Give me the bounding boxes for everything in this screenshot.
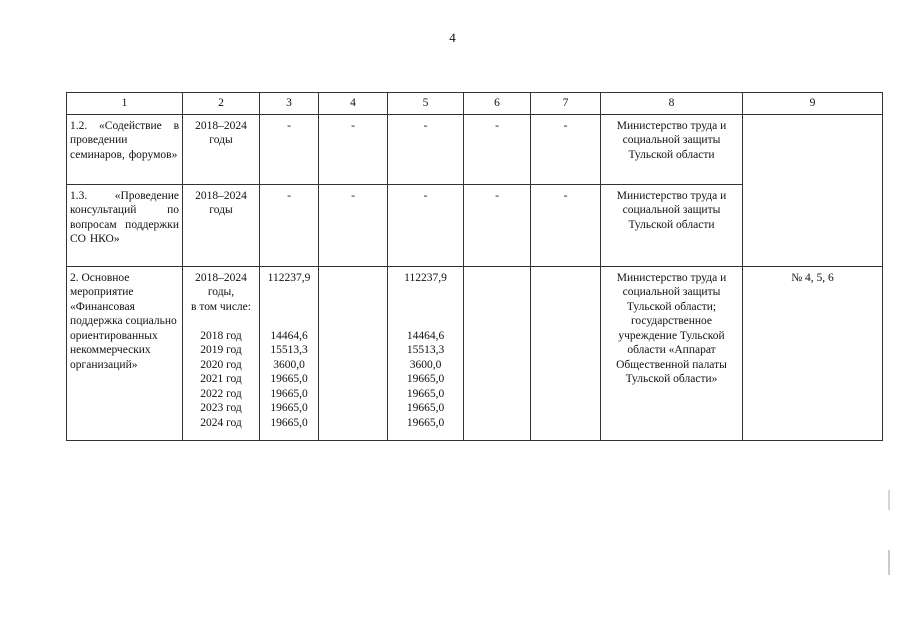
year-value: 14464,6 xyxy=(270,329,308,342)
value-cell: - xyxy=(319,114,388,184)
header-cell: 6 xyxy=(464,93,531,115)
value-cell: - xyxy=(388,114,464,184)
year-value: 19665,0 xyxy=(406,387,445,400)
year-value: 15513,3 xyxy=(406,344,445,356)
year-label: 2020 год xyxy=(200,358,242,371)
period-line: в том числе: xyxy=(191,300,251,313)
period-cell: 2018–2024 годы xyxy=(183,114,260,184)
header-cell: 8 xyxy=(601,93,743,115)
value-cell: - xyxy=(260,114,319,184)
executor-cell: Министерство труда и социальной защиты Тульской области xyxy=(601,114,743,184)
value-cell xyxy=(319,266,388,440)
year-label: 2018 год xyxy=(200,329,242,342)
value-cell: - xyxy=(388,184,464,266)
value-cell: - xyxy=(464,184,531,266)
year-value: 19665,0 xyxy=(406,373,445,385)
table-row xyxy=(67,266,883,440)
activity-name-cell: 1.3. «Проведение консультаций по вопросам поддержки СО НКО» xyxy=(67,184,183,266)
year-value: 3600,0 xyxy=(409,358,442,371)
year-label: 2024 год xyxy=(200,416,242,429)
header-cell: 2 xyxy=(183,93,260,115)
header-cell: 5 xyxy=(388,93,464,115)
total-value: 112237,9 xyxy=(404,271,447,284)
activity-name-cell: 2. Основное мероприятие «Финансовая поддержка социально ориентированных некоммерческих организаций» xyxy=(67,266,183,440)
header-cell: 1 xyxy=(67,93,183,115)
period-line: 2018–2024 xyxy=(195,271,247,284)
value-cell: - xyxy=(319,184,388,266)
year-value: 19665,0 xyxy=(270,402,308,414)
year-value: 19665,0 xyxy=(270,416,308,429)
scan-margin-mark xyxy=(888,550,890,575)
value-cell xyxy=(464,266,531,440)
period-line: годы, xyxy=(207,286,235,298)
year-label: 2019 год xyxy=(200,344,242,356)
executor-cell: Министерство труда и социальной защиты Тульской области xyxy=(601,184,743,266)
header-cell: 4 xyxy=(319,93,388,115)
program-table xyxy=(66,92,883,441)
year-value: 14464,6 xyxy=(406,329,445,342)
year-value: 19665,0 xyxy=(406,402,445,414)
period-cell: 2018–2024 годы xyxy=(183,184,260,266)
header-cell: 9 xyxy=(743,93,883,115)
year-label: 2022 год xyxy=(200,387,242,400)
total-value: 112237,9 xyxy=(267,271,311,284)
value-cell: - xyxy=(531,114,601,184)
executor-cell: Министерство труда и социальной защиты Тульской области; государственное учреждение Тульской области «Аппарат Общественной палаты Тульской области» xyxy=(601,266,743,440)
page-number: 4 xyxy=(449,30,456,45)
scan-margin-mark xyxy=(888,490,890,510)
table-row xyxy=(67,114,883,184)
year-label: 2023 год xyxy=(200,402,242,414)
value-cell: - xyxy=(531,184,601,266)
year-value: 19665,0 xyxy=(270,373,308,385)
value-cell xyxy=(531,266,601,440)
year-label: 2021 год xyxy=(200,373,242,385)
value-cell xyxy=(388,266,464,440)
year-value: 3600,0 xyxy=(273,358,305,371)
year-value: 19665,0 xyxy=(270,387,308,400)
indicator-cell: № 4, 5, 6 xyxy=(743,266,883,440)
value-cell: - xyxy=(464,114,531,184)
header-cell: 3 xyxy=(260,93,319,115)
period-cell xyxy=(183,266,260,440)
header-row xyxy=(67,93,883,115)
value-cell: - xyxy=(260,184,319,266)
indicator-cell xyxy=(743,114,883,266)
year-value: 19665,0 xyxy=(406,416,445,429)
activity-name-cell: 1.2. «Содействие в проведении семинаров, форумов» xyxy=(67,114,183,184)
header-cell: 7 xyxy=(531,93,601,115)
year-value: 15513,3 xyxy=(270,344,308,356)
value-cell xyxy=(260,266,319,440)
